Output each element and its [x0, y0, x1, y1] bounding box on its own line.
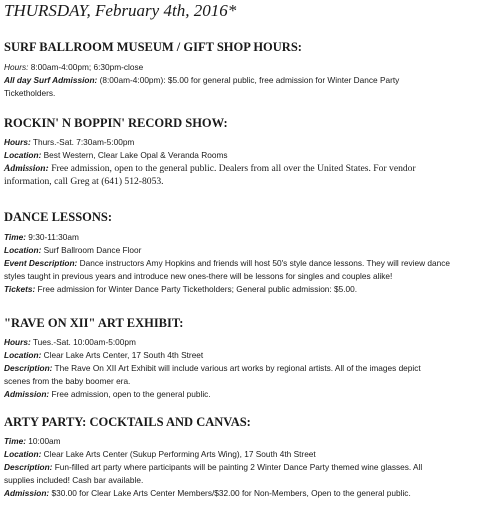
hours-value: Thurs.-Sat. 7:30am-5:00pm	[30, 137, 135, 147]
section-surf-ballroom	[4, 40, 498, 100]
hours-label: Hours:	[4, 62, 29, 72]
location-value: Clear Lake Arts Center, 17 South 4th Street	[41, 350, 204, 360]
location-label: Location:	[4, 150, 42, 160]
hours-line	[4, 136, 498, 149]
description-value: The Rave On XII Art Exhibit will include various art works by regional artists. All of the images depict	[52, 363, 421, 373]
time-line	[4, 435, 498, 448]
admission-line	[4, 388, 498, 401]
time-line	[4, 231, 498, 244]
admission-value: $30.00 for Clear Lake Arts Center Members/$32.00 for Non-Members, Open to the general public.	[49, 488, 411, 498]
location-label: Location:	[4, 245, 42, 255]
location-value: Surf Ballroom Dance Floor	[41, 245, 142, 255]
time-value: 10:00am	[25, 436, 61, 446]
admission-line	[4, 74, 498, 87]
hours-value: 8:00am-4:00pm; 6:30pm-close	[28, 62, 144, 72]
admission-value: Free admission, open to the general public.	[49, 389, 211, 399]
section-heading: "RAVE ON XII" ART EXHIBIT:	[4, 316, 184, 330]
section-arty-party	[4, 415, 498, 500]
hours-label: Hours:	[4, 137, 31, 147]
location-line	[4, 349, 498, 362]
event-description-value: Dance instructors Amy Hopkins and friends will host 50's style dance lessons. They will review dance	[77, 258, 450, 268]
location-value: Clear Lake Arts Center (Sukup Performing Arts Wing), 17 South 4th Street	[41, 449, 316, 459]
location-line	[4, 149, 498, 162]
description-label: Description:	[4, 363, 53, 373]
location-label: Location:	[4, 350, 42, 360]
description-line	[4, 362, 498, 375]
section-heading: ARTY PARTY: COCKTAILS AND CANVAS:	[4, 415, 251, 429]
location-line	[4, 244, 498, 257]
event-description-label: Event Description:	[4, 258, 78, 268]
tickets-value: Free admission for Winter Dance Party Ticketholders; General public admission: $5.00.	[35, 284, 358, 294]
admission-line	[4, 487, 498, 500]
admission-line-cont: information, call Greg at (641) 512-8053.	[4, 176, 164, 187]
section-heading: SURF BALLROOM MUSEUM / GIFT SHOP HOURS:	[4, 40, 302, 54]
description-label: Description:	[4, 462, 53, 472]
hours-label: Hours:	[4, 337, 31, 347]
time-value: 9:30-11:30am	[25, 232, 79, 242]
section-rave-on-exhibit	[4, 316, 498, 401]
section-heading: DANCE LESSONS:	[4, 210, 113, 224]
admission-value: Free admission, open to the general public. Dealers from all over the United States. For vendor	[48, 163, 416, 174]
location-value: Best Western, Clear Lake Opal & Veranda Rooms	[41, 150, 228, 160]
section-dance-lessons	[4, 210, 498, 296]
hours-line	[4, 61, 498, 74]
admission-label: Admission:	[4, 389, 50, 399]
admission-label: All day Surf Admission:	[4, 75, 98, 85]
section-heading: ROCKIN' N BOPPIN' RECORD SHOW:	[4, 116, 228, 130]
time-label: Time:	[4, 436, 26, 446]
admission-label: Admission:	[4, 163, 49, 174]
description-line-cont: supplies included! Cash bar available.	[4, 475, 144, 485]
tickets-line	[4, 283, 498, 296]
section-record-show	[4, 116, 498, 188]
admission-line	[4, 162, 498, 175]
admission-value: (8:00am-4:00pm): $5.00 for general public, free admission for Winter Dance Party	[97, 75, 400, 85]
date-title: THURSDAY, February 4th, 2016*	[4, 1, 237, 20]
time-label: Time:	[4, 232, 26, 242]
description-line-cont: scenes from the baby boomer era.	[4, 376, 131, 386]
description-line	[4, 461, 498, 474]
tickets-label: Tickets:	[4, 284, 36, 294]
event-description-line	[4, 257, 498, 270]
admission-label: Admission:	[4, 488, 50, 498]
event-description-line-cont: styles taught in previous years and introduce new ones-there will be lessons for singles and couples alike!	[4, 271, 393, 281]
description-value: Fun-filled art party where participants will be painting 2 Winter Dance Party themed wine glasses. All	[52, 462, 423, 472]
hours-line	[4, 336, 498, 349]
location-label: Location:	[4, 449, 42, 459]
admission-line-cont: Ticketholders.	[4, 88, 56, 98]
hours-value: Tues.-Sat. 10:00am-5:00pm	[30, 337, 136, 347]
location-line	[4, 448, 498, 461]
